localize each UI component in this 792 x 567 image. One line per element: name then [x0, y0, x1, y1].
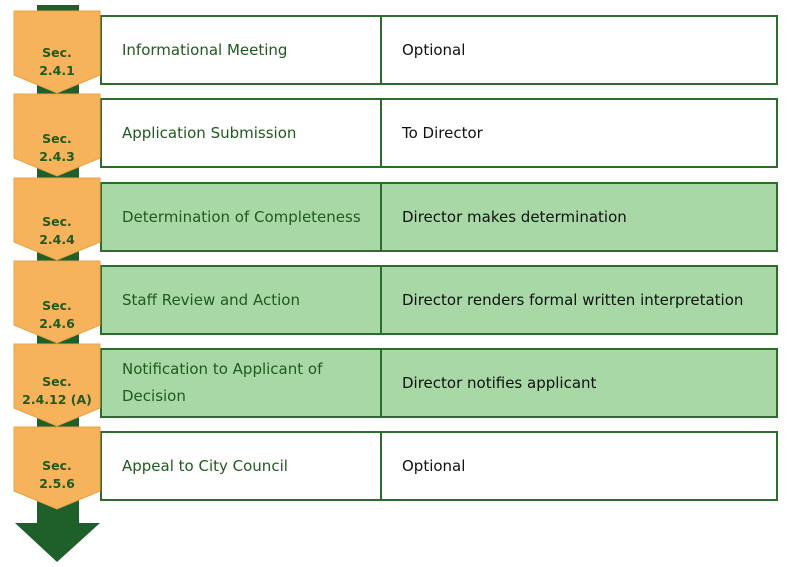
step-label: Informational Meeting — [122, 40, 288, 59]
section-prefix: Sec. — [42, 214, 72, 229]
section-prefix: Sec. — [42, 45, 72, 60]
step-row — [100, 265, 778, 335]
step-row — [100, 431, 778, 501]
section-prefix: Sec. — [42, 298, 72, 313]
section-number: 2.4.1 — [39, 63, 75, 78]
action-label: Optional — [402, 40, 466, 59]
step-label: Determination of Completeness — [122, 207, 361, 226]
action-label: Director notifies applicant — [402, 373, 597, 392]
section-number: 2.4.6 — [39, 316, 75, 331]
section-label — [13, 213, 101, 249]
step-row — [100, 98, 778, 168]
section-prefix: Sec. — [42, 374, 72, 389]
arrow-head — [15, 523, 100, 562]
step-label: Application Submission — [122, 123, 297, 142]
step-row — [100, 182, 778, 252]
action-label: To Director — [402, 123, 483, 142]
section-label — [13, 457, 101, 493]
step-row — [100, 15, 778, 85]
section-number: 2.4.4 — [39, 232, 75, 247]
step-row — [100, 348, 778, 418]
section-label — [13, 130, 101, 166]
section-label — [13, 373, 101, 409]
step-label: Notification to Applicant of Decision — [122, 360, 323, 405]
section-label — [13, 297, 101, 333]
section-number: 2.4.12 (A) — [22, 392, 92, 407]
action-label: Optional — [402, 456, 466, 475]
section-number: 2.5.6 — [39, 476, 75, 491]
step-label: Staff Review and Action — [122, 290, 300, 309]
action-label: Director renders formal written interpretation — [402, 290, 744, 309]
section-prefix: Sec. — [42, 131, 72, 146]
section-label — [13, 44, 101, 80]
step-label: Appeal to City Council — [122, 456, 288, 475]
section-prefix: Sec. — [42, 458, 72, 473]
action-label: Director makes determination — [402, 207, 627, 226]
section-number: 2.4.3 — [39, 149, 75, 164]
